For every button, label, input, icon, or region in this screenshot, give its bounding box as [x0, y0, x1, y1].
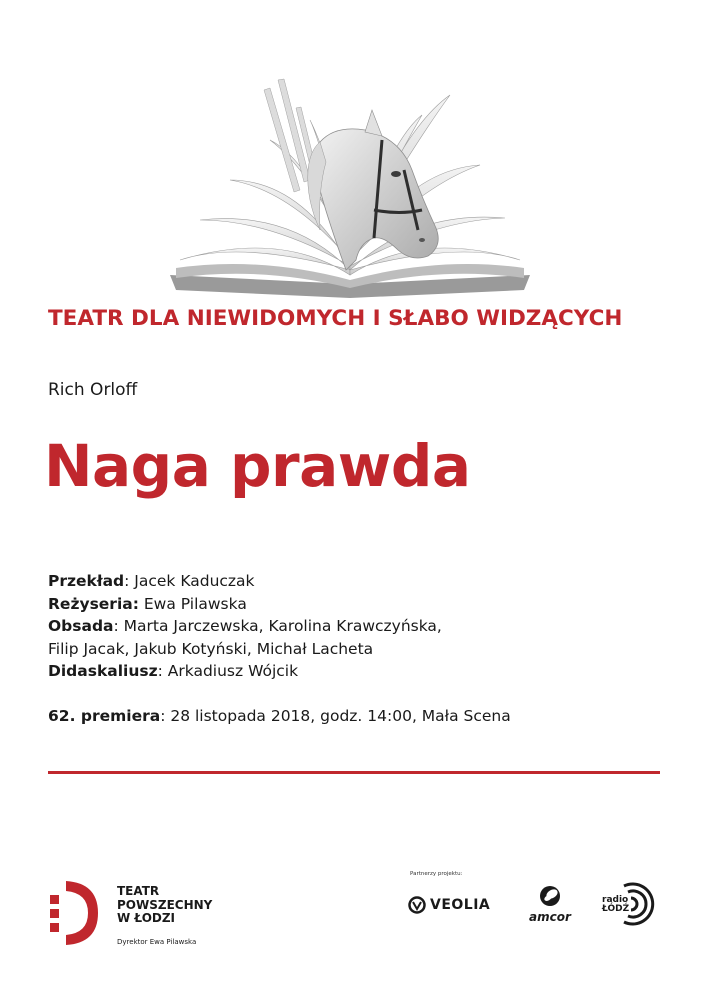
book-horse-illustration: [160, 70, 540, 300]
amcor-wordmark: amcor: [529, 910, 571, 924]
partners-label: Partnerzy projektu:: [410, 871, 463, 877]
radio-lodz-wordmark: [602, 896, 629, 914]
amcor-icon: [520, 882, 580, 912]
credit-direction: [48, 593, 668, 616]
credit-describer: [48, 660, 668, 683]
credit-label: Obsada: [48, 617, 114, 635]
radio-line: radio: [602, 895, 629, 905]
logo-line: W ŁODZI: [117, 911, 176, 925]
partner-amcor-logo: [520, 882, 580, 927]
premiere-value: : 28 listopada 2018, godz. 14:00, Mała Scena: [160, 707, 511, 725]
credit-value: Ewa Pilawska: [138, 594, 247, 613]
credit-value: Filip Jacak, Jakub Kotyński, Michał Lacheta: [48, 639, 374, 658]
partner-radio-lodz-logo: [600, 878, 660, 928]
credit-value: : Marta Jarczewska, Karolina Krawczyńska,: [113, 617, 442, 635]
divider-line: [48, 771, 660, 774]
credit-label: Didaskaliusz: [48, 662, 158, 680]
theatre-director: Dyrektor Ewa Pilawska: [117, 938, 197, 946]
credit-translation: [48, 570, 668, 593]
play-author: Rich Orloff: [48, 380, 138, 400]
theatre-logo-icon: [46, 877, 100, 949]
credit-label: Reżyseria:: [48, 594, 139, 613]
credit-cast-continued: [48, 638, 668, 661]
partner-veolia-logo: [408, 893, 490, 917]
play-title: Naga prawda: [44, 432, 471, 500]
logo-line: POWSZECHNY: [117, 897, 213, 912]
radio-line: ŁÓDŹ: [602, 904, 630, 914]
credits-block: [48, 570, 668, 683]
credit-value: : Arkadiusz Wójcik: [157, 662, 299, 680]
event-series-title: TEATR DLA NIEWIDOMYCH I SŁABO WIDZĄCYCH: [48, 306, 623, 331]
credit-value: : Jacek Kaduczak: [124, 572, 255, 590]
credit-label: Przekład: [48, 572, 125, 590]
premiere-label: 62. premiera: [48, 707, 161, 725]
logo-line: TEATR: [117, 884, 160, 898]
credit-cast: [48, 615, 668, 638]
veolia-icon: [408, 896, 426, 914]
premiere-info: [48, 707, 511, 725]
theatre-logo-text: [117, 885, 212, 926]
veolia-wordmark: VEOLIA: [430, 897, 491, 913]
